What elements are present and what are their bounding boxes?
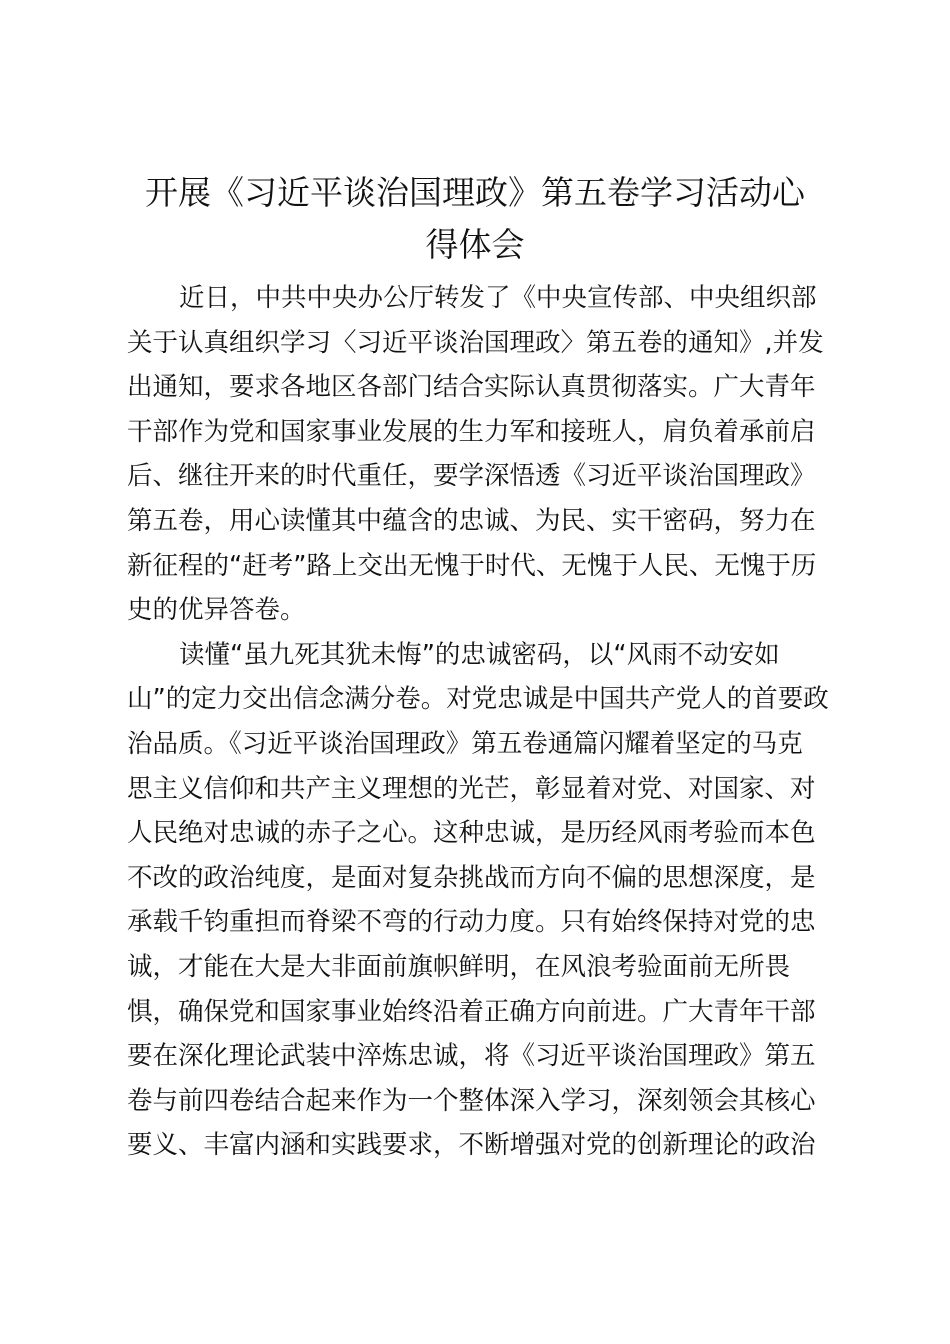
text-line: 山”的定力交出信念满分卷。对党忠诚是中国共产党人的首要政	[127, 684, 829, 715]
document-title-line-2: 得体会	[425, 225, 525, 264]
text-line: 惧，确保党和国家事业始终沿着正确方向前进。广大青年干部	[127, 996, 816, 1027]
text-line: 诚，才能在大是大非面前旗帜鲜明，在风浪考验面前无所畏	[127, 951, 791, 982]
text-line: 治品质。《习近平谈治国理政》第五卷通篇闪耀着坚定的马克	[127, 728, 803, 759]
text-line: 不改的政治纯度，是面对复杂挑战而方向不偏的思想深度，是	[127, 862, 816, 893]
text-line: 卷与前四卷结合起来作为一个整体深入学习，深刻领会其核心	[127, 1085, 816, 1116]
text-line: 承载千钧重担而脊梁不弯的行动力度。只有始终保持对党的忠	[127, 907, 816, 938]
text-line: 人民绝对忠诚的赤子之心。这种忠诚，是历经风雨考验而本色	[127, 818, 816, 849]
text-line: 思主义信仰和共产主义理想的光芒，彰显着对党、对国家、对	[127, 773, 816, 804]
text-line: 史的优异答卷。	[127, 595, 306, 626]
text-line: 出通知，要求各地区各部门结合实际认真贯彻落实。广大青年	[127, 372, 816, 403]
paragraph-1	[127, 276, 837, 633]
text-line: 后、继往开来的时代重任，要学深悟透《习近平谈治国理政》	[127, 461, 816, 492]
document-body	[127, 276, 837, 1168]
text-line: 读懂“虽九死其犹未悔”的忠诚密码，以“风雨不动安如	[179, 639, 780, 670]
text-line: 关于认真组织学习〈习近平谈治国理政〉第五卷的通知》,并发	[127, 327, 824, 358]
text-line: 要在深化理论武装中淬炼忠诚，将《习近平谈治国理政》第五	[127, 1041, 816, 1072]
text-line: 干部作为党和国家事业发展的生力军和接班人，肩负着承前启	[127, 416, 816, 447]
text-line: 新征程的“赶考”路上交出无愧于时代、无愧于人民、无愧于历	[127, 550, 817, 581]
text-line: 第五卷，用心读懂其中蕴含的忠诚、为民、实干密码，努力在	[127, 505, 816, 536]
text-line: 要义、丰富内涵和实践要求，不断增强对党的创新理论的政治	[127, 1130, 816, 1161]
document-title-line-1: 开展《习近平谈治国理政》第五卷学习活动心	[145, 173, 805, 212]
text-line: 近日，中共中央办公厅转发了《中央宣传部、中央组织部	[179, 283, 817, 313]
paragraph-2	[127, 633, 837, 1168]
